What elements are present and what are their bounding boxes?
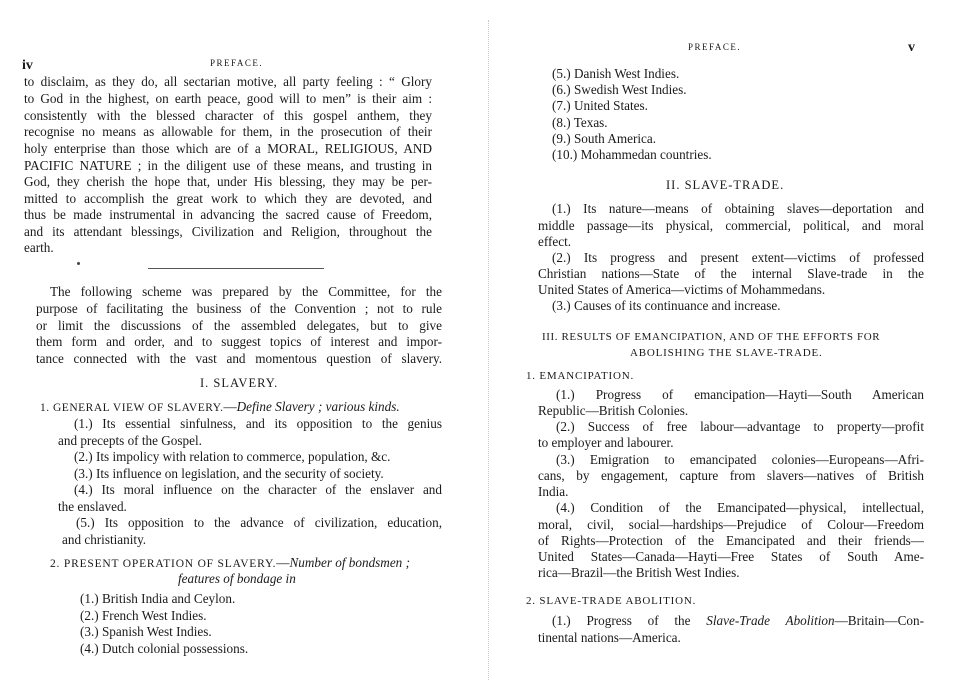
general-view-label: 1. GENERAL VIEW OF SLAVERY. bbox=[40, 402, 224, 414]
intro-line: and its attendant blessings, Civilization and Religion, throughout the bbox=[24, 224, 432, 239]
list-item: the enslaved. bbox=[58, 499, 127, 514]
list-item: (1.) British India and Ceylon. bbox=[80, 591, 236, 606]
section-heading-results: III. RESULTS OF EMANCIPATION, AND OF THE EFFORTS FOR bbox=[542, 331, 881, 343]
present-operation-italic-cont: features of bondage in bbox=[178, 571, 296, 586]
abolition-prefix: (1.) Progress of the bbox=[552, 613, 691, 628]
scheme-line: purpose of facilitating the business of the Convention ; not to rule bbox=[36, 301, 442, 316]
list-item: (2.) Its impolicy with relation to commerce, population, &c. bbox=[74, 449, 391, 464]
list-item: rica—Brazil—the British West Indies. bbox=[538, 565, 740, 580]
intro-line: to God in the highest, on earth peace, good will to men” is their aim : bbox=[24, 91, 432, 106]
list-item: (3.) Its influence on legislation, and the security of society. bbox=[74, 466, 384, 481]
list-item: (5.) Danish West Indies. bbox=[552, 66, 680, 81]
slave-trade-abolition-heading: 2. SLAVE-TRADE ABOLITION. bbox=[526, 595, 697, 607]
list-item: United States of America—victims of Mohammedans. bbox=[538, 282, 826, 297]
ink-mark bbox=[77, 262, 80, 265]
list-item: and precepts of the Gospel. bbox=[58, 433, 202, 448]
section-heading-results-cont: ABOLISHING THE SLAVE-TRADE. bbox=[630, 347, 823, 359]
list-item: India. bbox=[538, 484, 569, 499]
list-item: (1.) Its nature—means of obtaining slaves—deportation and bbox=[552, 201, 924, 216]
list-item: (4.) Condition of the Emancipated—physical, intellectual, bbox=[556, 500, 924, 515]
list-item: (9.) South America. bbox=[552, 131, 657, 146]
intro-line: earth. bbox=[24, 240, 54, 255]
intro-line: holy enterprise than those which are of a MORAL, RELIGIOUS, AND bbox=[24, 141, 432, 156]
list-item: cans, by engagement, capture from slavers—natives of British bbox=[538, 468, 924, 483]
list-item: effect. bbox=[538, 234, 572, 249]
abolition-line-cont: tinental nations—America. bbox=[538, 630, 681, 645]
list-item: (2.) Success of free labour—advantage to property—profit bbox=[556, 419, 924, 434]
present-operation-italic: Number of bondsmen ; bbox=[289, 555, 410, 570]
intro-line: recognise no means as allowable for them, in the prosecution of their bbox=[24, 124, 432, 139]
list-item: (2.) French West Indies. bbox=[80, 608, 207, 623]
general-view-italic: Define Slavery ; various kinds. bbox=[236, 399, 400, 414]
scheme-line: The following scheme was prepared by the Committee, for the bbox=[50, 284, 442, 299]
intro-line: God, they cherish the hope that, under His blessing, they may be per- bbox=[24, 174, 432, 189]
list-item: (7.) United States. bbox=[552, 98, 648, 113]
list-item: Republic—British Colonies. bbox=[538, 403, 689, 418]
section-heading-slave-trade: II. SLAVE-TRADE. bbox=[666, 178, 785, 192]
right-page bbox=[490, 0, 980, 692]
list-item: (1.) Its essential sinfulness, and its opposition to the genius bbox=[74, 416, 442, 431]
list-item: (8.) Texas. bbox=[552, 115, 608, 130]
list-item: (4.) Its moral influence on the character of the enslaver and bbox=[74, 482, 442, 497]
intro-line: consistently with the blessed character of this gospel anthem, they bbox=[24, 108, 432, 123]
emancipation-heading: 1. EMANCIPATION. bbox=[526, 370, 635, 382]
list-item: and christianity. bbox=[62, 532, 147, 547]
list-item: (10.) Mohammedan countries. bbox=[552, 147, 712, 162]
general-view-heading: 1. GENERAL VIEW OF SLAVERY.—Define Slavery ; various kinds. bbox=[40, 399, 400, 414]
abolition-line bbox=[552, 613, 924, 629]
abolition-suffix: —Britain—Con- bbox=[834, 613, 924, 628]
list-item: Christian nations—State of the internal Slave-trade in the bbox=[538, 266, 924, 281]
list-item: (5.) Its opposition to the advance of civilization, education, bbox=[76, 515, 442, 530]
list-item: (3.) Causes of its continuance and increase. bbox=[552, 298, 781, 313]
present-operation-heading: 2. PRESENT OPERATION OF SLAVERY.—Number of bondsmen ; bbox=[50, 555, 410, 570]
list-item: (4.) Dutch colonial possessions. bbox=[80, 641, 249, 656]
list-item: (2.) Its progress and present extent—victims of professed bbox=[552, 250, 924, 265]
list-item: (3.) Spanish West Indies. bbox=[80, 624, 212, 639]
scheme-line: or limit the discussions of the assembled delegates, but to give bbox=[36, 318, 442, 333]
list-item: (6.) Swedish West Indies. bbox=[552, 82, 687, 97]
list-item: middle passage—its physical, commercial, political, and moral bbox=[538, 218, 924, 233]
abolition-italic: Slave-Trade Abolition bbox=[706, 613, 835, 628]
list-item: (3.) Emigration to emancipated colonies—Europeans—Afri- bbox=[556, 452, 924, 467]
intro-line: to disclaim, as they do, all sectarian motive, all party feeling : “ Glory bbox=[24, 74, 432, 89]
running-head-left: PREFACE. bbox=[210, 58, 264, 68]
page-number-left: iv bbox=[22, 58, 33, 73]
list-item: United States—Canada—Hayti—Free States of South Ame- bbox=[538, 549, 924, 564]
section-heading-slavery: I. SLAVERY. bbox=[200, 376, 279, 390]
present-operation-label: 2. PRESENT OPERATION OF SLAVERY. bbox=[50, 558, 277, 570]
intro-line: mitted to accomplish the great work to which they are devoted, and bbox=[24, 191, 432, 206]
intro-line: PACIFIC NATURE ; in the diligent use of these means, and trusting in bbox=[24, 158, 432, 173]
scheme-line: tance connected with the vast and momentous question of slavery. bbox=[36, 351, 442, 366]
scheme-line: them form and order, and to suggest topics of interest and impor- bbox=[36, 334, 442, 349]
list-item: to employer and labourer. bbox=[538, 435, 674, 450]
section-divider bbox=[148, 268, 324, 269]
running-head-right: PREFACE. bbox=[688, 42, 742, 52]
list-item: of Rights—Protection of the Emancipated and their friends— bbox=[538, 533, 924, 548]
page-number-right: v bbox=[908, 40, 915, 55]
list-item: (1.) Progress of emancipation—Hayti—South American bbox=[556, 387, 924, 402]
intro-line: thus be made instrumental in advancing the sacred cause of Freedom, bbox=[24, 207, 432, 222]
list-item: moral, civil, social—hardships—Prejudice of Colour—Freedom bbox=[538, 517, 924, 532]
